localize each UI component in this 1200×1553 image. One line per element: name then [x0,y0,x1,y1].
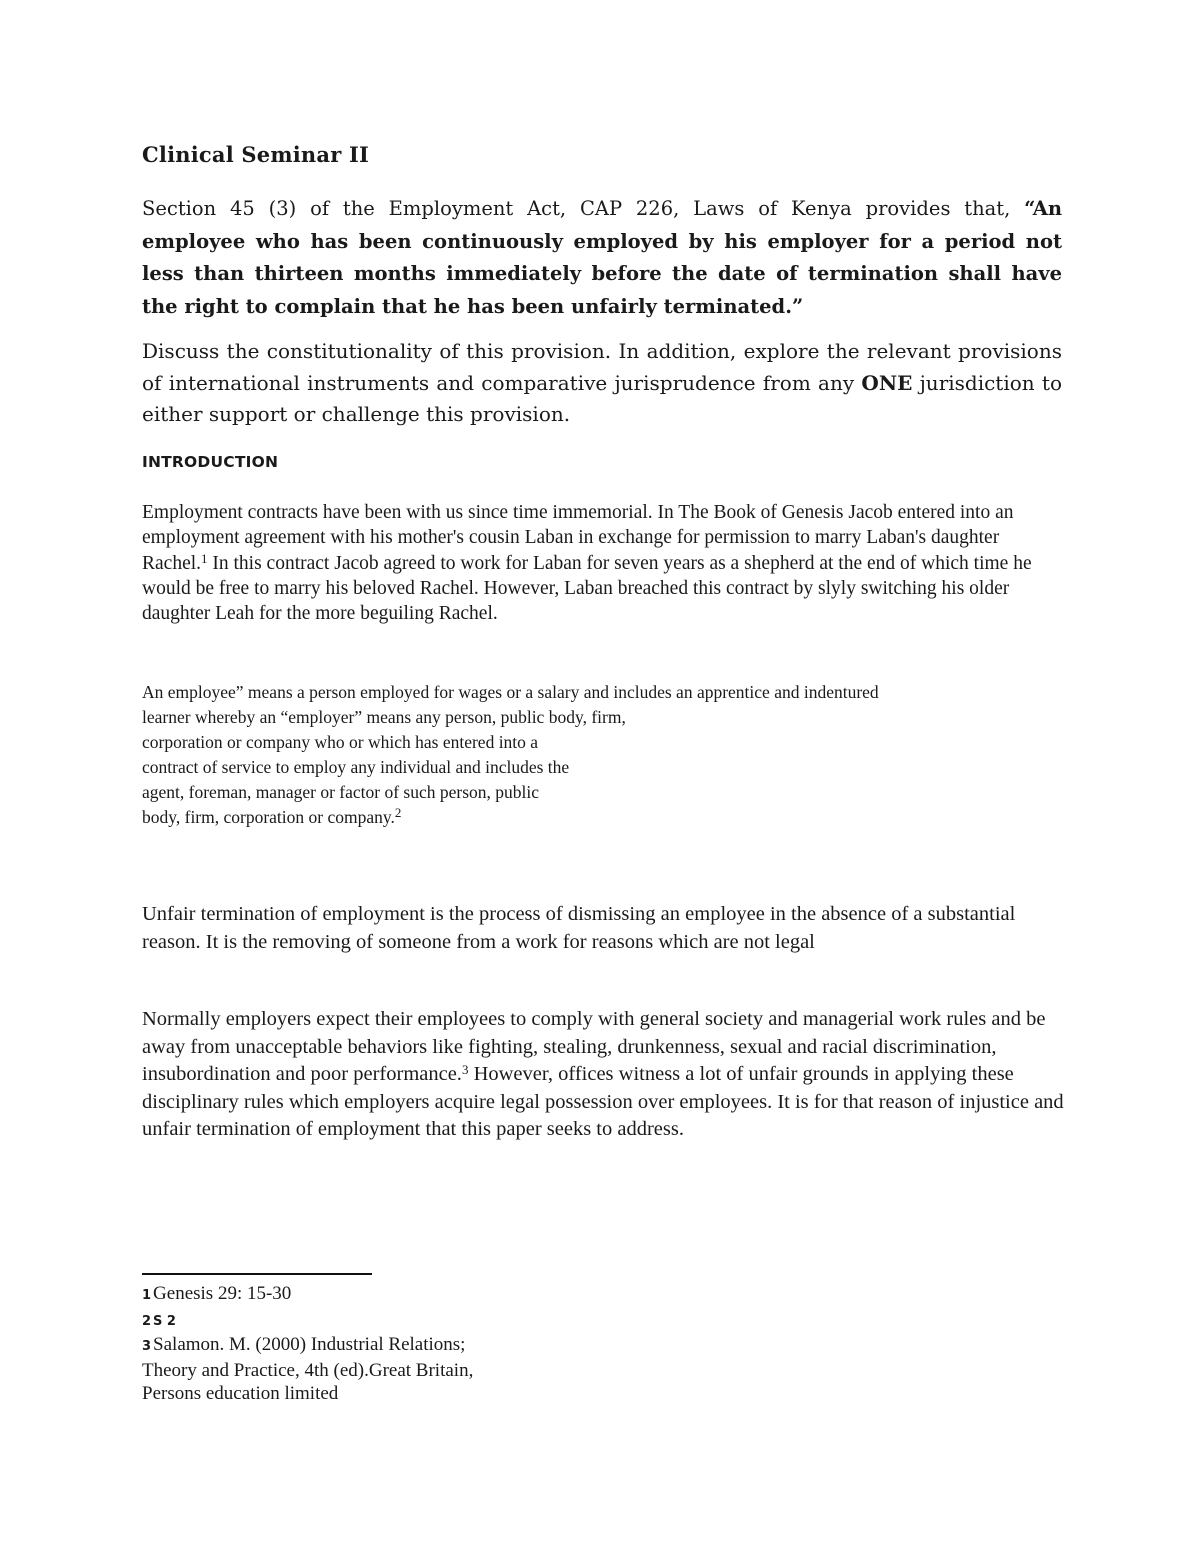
footnote-number: 1 [142,1288,152,1303]
paragraph-text: However, offices witness a lot of unfair grounds in applying these disciplinary rules which employers acquire legal possession over employees. It is for that reason of injustice and unfair termination of employment that this paper seeks to address. [142,1063,1064,1141]
paragraph-unfair-termination: Unfair termination of employment is the process of dismissing an employee in the absence of a substantial reason. It is the removing of someone from a work for reasons which are not legal [142,903,1016,953]
footnote-number: 3 [142,1339,152,1354]
footnote-text: Genesis 29: 15-30 [153,1283,292,1304]
question-intro: Section 45 (3) of the Employment Act, CAP 226, Laws of Kenya provides that, [142,197,1025,220]
footnotes [142,1282,473,1406]
footnote-ref-1[interactable]: 1 [201,550,208,566]
definition-line: learner whereby an “employer” means any person, public body, firm, [142,707,626,727]
footnote-text: S 2 [153,1313,176,1329]
paragraph-employer-expectations [142,1006,1067,1144]
question-quote: “An employee who has been continuously employed by his employer for a period not less than thirteen months immediately before the date of termination shall have the right to complain that he has been unfairly terminated.” [142,197,1062,318]
paragraph-genesis [142,500,1067,626]
definition-line: An employee” means a person employed for wages or a salary and includes an apprentice and indentured [142,682,879,702]
footnote-separator [142,1273,372,1275]
definition-line: contract of service to employ any individual and includes the [142,757,570,777]
discuss-emphasis: ONE [861,370,913,395]
footnote-3-continuation: Theory and Practice, 4th (ed).Great Britain, [142,1359,474,1381]
definition-line-last [142,805,1067,830]
paragraph-definition [142,680,1067,830]
footnote-number: 2 [142,1313,152,1329]
discuss-text-before: Discuss the constitutionality of this provision. In addition, explore the relevant provisions of international instruments and comparative jurisprudence from any [142,339,1062,395]
footnote-3 [142,1333,473,1359]
paragraph-text: In this contract Jacob agreed to work for Laban for seven years as a shepherd at the end of which time he would be free to marry his beloved Rachel. However, Laban breached this contract by slyly switching his older daughter Leah for the more beguiling Rachel. [142,552,1032,625]
paragraph-text: Normally employers expect their employees to comply with general society and managerial work rules and be away from unacceptable behaviors like fighting, stealing, drunkenness, sexual and racial discrimination, insubordination and poor performance. [142,1008,1046,1086]
definition-line: corporation or company who or which has entered into a [142,732,539,752]
footnote-2 [142,1308,473,1334]
paragraph-text: Employment contracts have been with us since time immemorial. In The Book of Genesis Jacob entered into an employment agreement with his mother's cousin Laban in exchange for permission to marry Laban's daughter Rachel. [142,502,1014,574]
footnote-ref-3[interactable]: 3 [461,1062,469,1078]
footnote-text: Salamon. M. (2000) Industrial Relations; [153,1334,466,1355]
introduction-heading: INTRODUCTION [142,453,279,471]
document-title: Clinical Seminar II [142,142,370,167]
discuss-text-after: jurisdiction to either support or challenge this provision. [142,370,1062,426]
question-paragraph [142,193,1062,323]
footnote-1 [142,1282,473,1308]
footnote-ref-2[interactable]: 2 [394,805,402,820]
definition-line: agent, foreman, manager or factor of such person, public [142,782,539,802]
discussion-prompt [142,336,1062,431]
footnote-3-continuation: Persons education limited [142,1383,339,1404]
definition-line-text: body, firm, corporation or company. [142,807,395,827]
